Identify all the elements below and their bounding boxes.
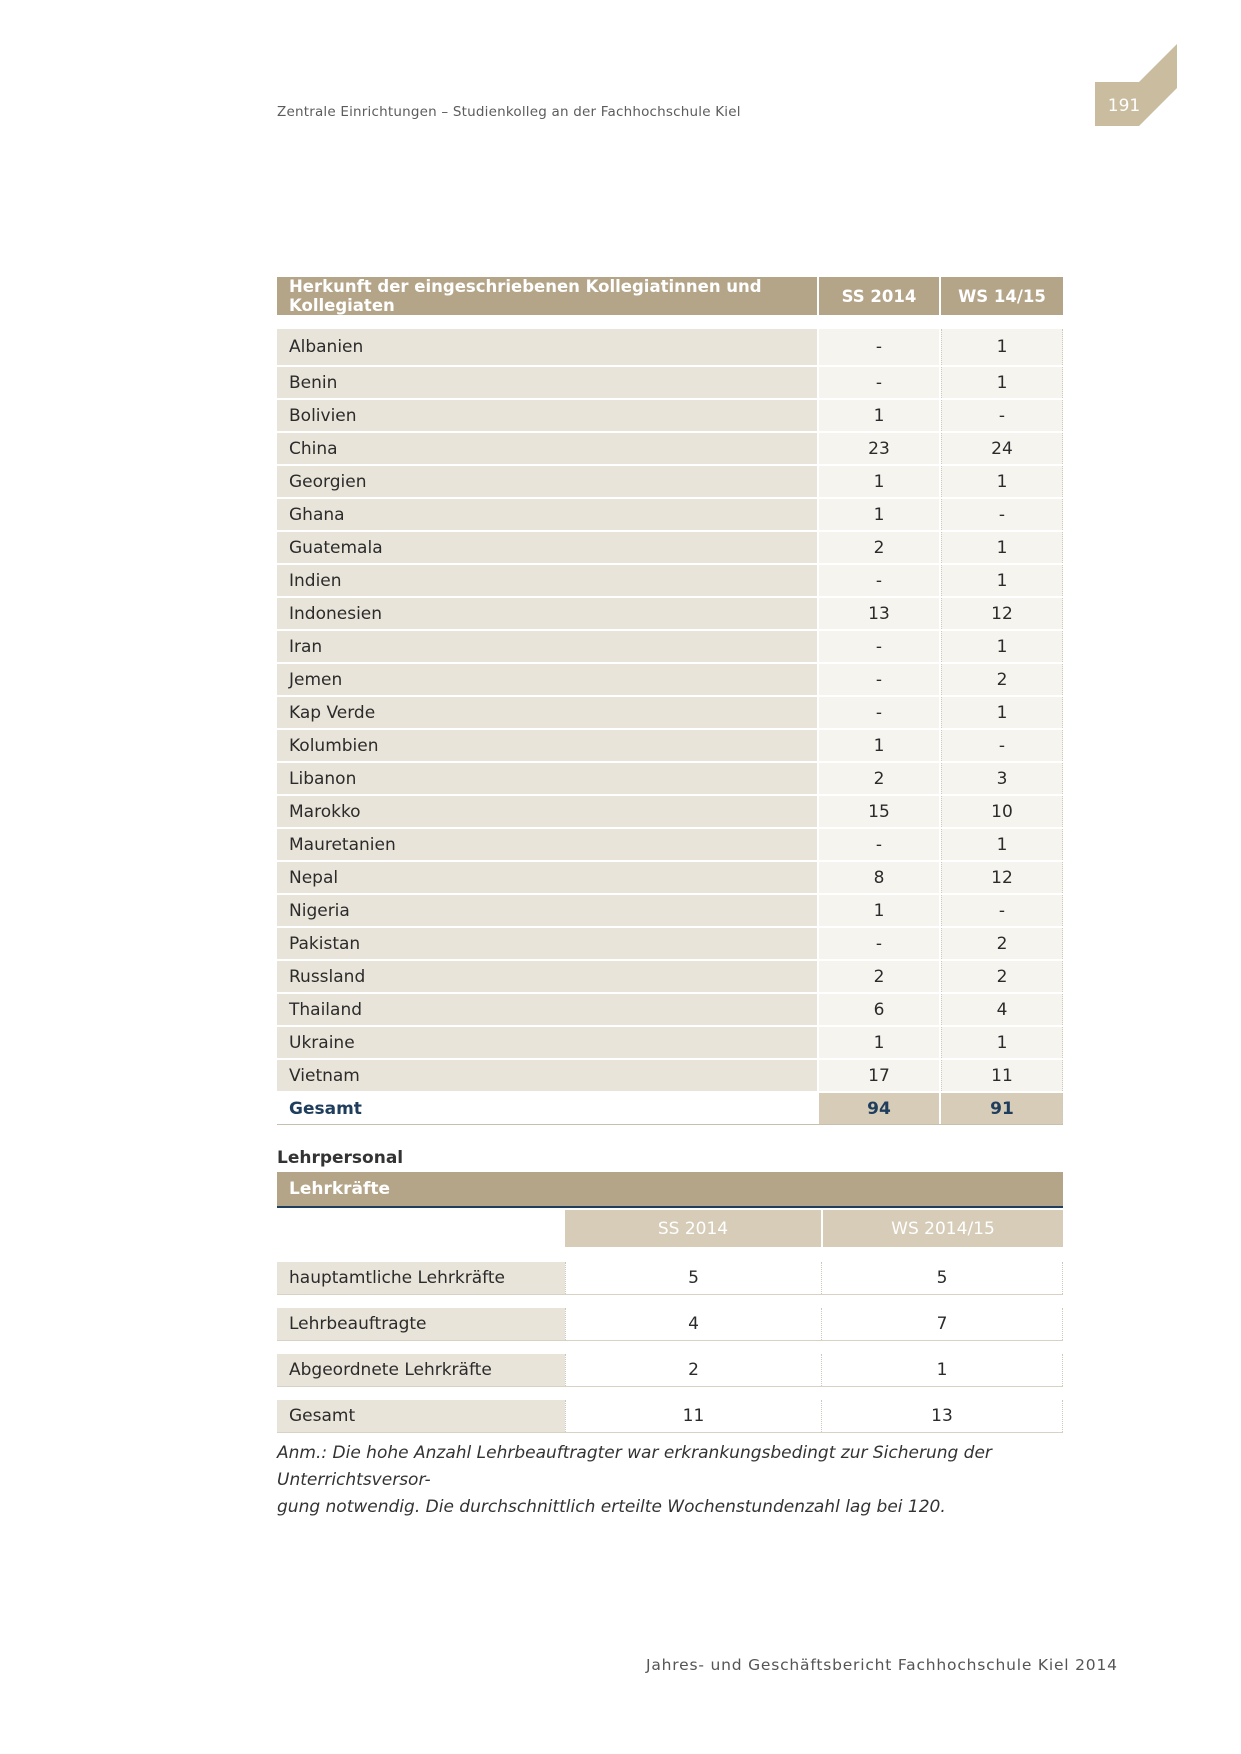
staff-label-cell: Gesamt <box>277 1400 565 1432</box>
country-cell: Kap Verde <box>277 697 817 728</box>
country-cell: Ukraine <box>277 1027 817 1058</box>
staff-table-body <box>277 1262 1063 1433</box>
country-cell: Benin <box>277 367 817 398</box>
staff-row <box>277 1262 1063 1295</box>
country-cell: China <box>277 433 817 464</box>
ss-value-cell: - <box>819 829 939 860</box>
table-row <box>277 598 1063 631</box>
ws-value-cell: - <box>941 499 1063 530</box>
ss-value-cell: 1 <box>819 400 939 431</box>
ss-value-cell: 2 <box>819 763 939 794</box>
header-ws: WS 14/15 <box>941 277 1063 315</box>
table-row <box>277 664 1063 697</box>
table-row <box>277 631 1063 664</box>
ss-value-cell: 1 <box>819 1027 939 1058</box>
country-cell: Bolivien <box>277 400 817 431</box>
table-row <box>277 329 1063 367</box>
ws-value-cell: 1 <box>941 329 1063 365</box>
country-cell: Indonesien <box>277 598 817 629</box>
footer-text: Jahres- und Geschäftsbericht Fachhochschule Kiel 2014 <box>646 1656 1118 1674</box>
table-row <box>277 1060 1063 1093</box>
table-row <box>277 730 1063 763</box>
ws-value-cell: 1 <box>941 565 1063 596</box>
origin-table-header <box>277 277 1063 315</box>
origin-table-body <box>277 329 1063 1125</box>
ss-value-cell: 15 <box>819 796 939 827</box>
page-number: 191 <box>1107 96 1141 116</box>
staff-ss-cell: 5 <box>565 1262 821 1294</box>
country-cell: Russland <box>277 961 817 992</box>
staff-ws-cell: 7 <box>821 1308 1063 1340</box>
staff-column-headers <box>277 1210 1063 1247</box>
country-cell: Ghana <box>277 499 817 530</box>
total-ss: 94 <box>819 1093 939 1124</box>
ss-value-cell: - <box>819 697 939 728</box>
table-row <box>277 466 1063 499</box>
staff-row <box>277 1400 1063 1433</box>
table-row <box>277 697 1063 730</box>
ss-value-cell: 17 <box>819 1060 939 1091</box>
ws-value-cell: 11 <box>941 1060 1063 1091</box>
staff-header-ss: SS 2014 <box>565 1210 821 1247</box>
header-ss: SS 2014 <box>819 277 939 315</box>
country-cell: Albanien <box>277 329 817 365</box>
ss-value-cell: 2 <box>819 532 939 563</box>
ss-value-cell: 1 <box>819 499 939 530</box>
ws-value-cell: - <box>941 400 1063 431</box>
total-ws: 91 <box>941 1093 1063 1124</box>
table-row <box>277 367 1063 400</box>
ss-value-cell: 1 <box>819 895 939 926</box>
ss-value-cell: - <box>819 367 939 398</box>
table-row <box>277 1027 1063 1060</box>
country-cell: Vietnam <box>277 1060 817 1091</box>
ss-value-cell: - <box>819 329 939 365</box>
staff-row <box>277 1354 1063 1387</box>
country-cell: Jemen <box>277 664 817 695</box>
staff-label-cell: hauptamtliche Lehrkräfte <box>277 1262 565 1294</box>
country-cell: Nepal <box>277 862 817 893</box>
ss-value-cell: 8 <box>819 862 939 893</box>
country-cell: Guatemala <box>277 532 817 563</box>
ws-value-cell: 1 <box>941 532 1063 563</box>
table-row <box>277 499 1063 532</box>
staff-table <box>277 1172 1063 1433</box>
staff-ws-cell: 5 <box>821 1262 1063 1294</box>
ss-value-cell: - <box>819 631 939 662</box>
note-line-2: gung notwendig. Die durchschnittlich erteilte Wochenstundenzahl lag bei 120. <box>277 1497 946 1517</box>
ws-value-cell: 1 <box>941 466 1063 497</box>
staff-ws-cell: 13 <box>821 1400 1063 1432</box>
table-row <box>277 796 1063 829</box>
ss-value-cell: - <box>819 565 939 596</box>
staff-header-ws: WS 2014/15 <box>823 1210 1063 1247</box>
ws-value-cell: 1 <box>941 697 1063 728</box>
total-label: Gesamt <box>277 1093 817 1124</box>
ss-value-cell: - <box>819 928 939 959</box>
ws-value-cell: 4 <box>941 994 1063 1025</box>
country-cell: Mauretanien <box>277 829 817 860</box>
staff-row <box>277 1308 1063 1341</box>
ws-value-cell: 1 <box>941 631 1063 662</box>
ss-value-cell: 1 <box>819 466 939 497</box>
note-line-1: Anm.: Die hohe Anzahl Lehrbeauftragter war erkrankungsbedingt zur Sicherung der Unterrichtsversor- <box>277 1443 992 1490</box>
country-cell: Indien <box>277 565 817 596</box>
staff-label-cell: Abgeordnete Lehrkräfte <box>277 1354 565 1386</box>
ws-value-cell: 24 <box>941 433 1063 464</box>
ws-value-cell: 2 <box>941 928 1063 959</box>
country-cell: Kolumbien <box>277 730 817 761</box>
annotation-note <box>277 1440 1077 1521</box>
table-row <box>277 433 1063 466</box>
staff-header-blank <box>277 1210 565 1247</box>
section-title-lehrpersonal: Lehrpersonal <box>277 1148 404 1168</box>
country-cell: Pakistan <box>277 928 817 959</box>
staff-ws-cell: 1 <box>821 1354 1063 1386</box>
staff-ss-cell: 4 <box>565 1308 821 1340</box>
ss-value-cell: 13 <box>819 598 939 629</box>
table-row <box>277 928 1063 961</box>
running-title: Zentrale Einrichtungen – Studienkolleg an der Fachhochschule Kiel <box>277 104 741 120</box>
header-country: Herkunft der eingeschriebenen Kollegiatinnen und Kollegiaten <box>277 277 817 315</box>
staff-ss-cell: 11 <box>565 1400 821 1432</box>
ws-value-cell: 2 <box>941 664 1063 695</box>
table-row <box>277 994 1063 1027</box>
staff-label-cell: Lehrbeauftragte <box>277 1308 565 1340</box>
country-cell: Iran <box>277 631 817 662</box>
table-row <box>277 862 1063 895</box>
staff-table-title: Lehrkräfte <box>277 1172 1063 1208</box>
country-cell: Nigeria <box>277 895 817 926</box>
ss-value-cell: 6 <box>819 994 939 1025</box>
ws-value-cell: 12 <box>941 862 1063 893</box>
ws-value-cell: 10 <box>941 796 1063 827</box>
ss-value-cell: 2 <box>819 961 939 992</box>
table-row <box>277 763 1063 796</box>
origin-table <box>277 277 1063 1125</box>
ws-value-cell: 1 <box>941 367 1063 398</box>
ws-value-cell: 2 <box>941 961 1063 992</box>
ss-value-cell: 1 <box>819 730 939 761</box>
ss-value-cell: 23 <box>819 433 939 464</box>
country-cell: Marokko <box>277 796 817 827</box>
ws-value-cell: 12 <box>941 598 1063 629</box>
ss-value-cell: - <box>819 664 939 695</box>
table-row <box>277 829 1063 862</box>
table-row <box>277 532 1063 565</box>
ws-value-cell: - <box>941 895 1063 926</box>
table-row <box>277 565 1063 598</box>
staff-ss-cell: 2 <box>565 1354 821 1386</box>
ws-value-cell: 1 <box>941 829 1063 860</box>
total-row <box>277 1093 1063 1125</box>
ws-value-cell: 3 <box>941 763 1063 794</box>
table-row <box>277 895 1063 928</box>
country-cell: Libanon <box>277 763 817 794</box>
country-cell: Georgien <box>277 466 817 497</box>
country-cell: Thailand <box>277 994 817 1025</box>
ws-value-cell: - <box>941 730 1063 761</box>
ws-value-cell: 1 <box>941 1027 1063 1058</box>
table-row <box>277 961 1063 994</box>
table-row <box>277 400 1063 433</box>
